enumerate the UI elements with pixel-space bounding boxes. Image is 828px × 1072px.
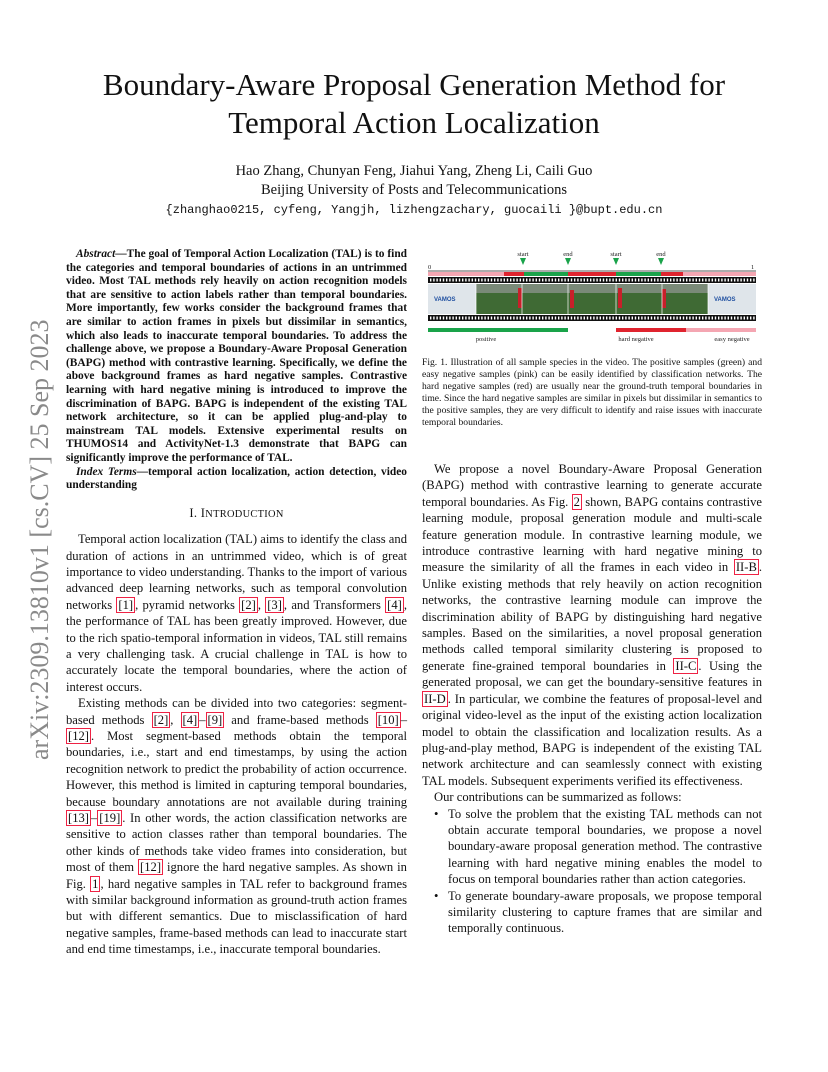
- film-perforation: [705, 279, 706, 282]
- film-perforation: [459, 317, 460, 320]
- film-perforation: [574, 317, 575, 320]
- film-perforation: [459, 279, 460, 282]
- left-column: [66, 248, 407, 958]
- film-perforation: [593, 279, 594, 282]
- film-strip-bottom: [428, 315, 756, 321]
- film-perforation: [619, 279, 620, 282]
- film-perforation: [484, 279, 485, 282]
- film-perforation: [737, 279, 738, 282]
- film-perforation: [446, 317, 447, 320]
- film-perforation: [628, 279, 629, 282]
- citation-link[interactable]: [2]: [241, 597, 256, 612]
- film-perforation: [584, 317, 585, 320]
- film-perforation: [635, 279, 636, 282]
- film-perforation: [740, 317, 741, 320]
- film-perforation: [510, 317, 511, 320]
- film-perforation: [577, 279, 578, 282]
- axis-end-label: 1: [751, 264, 755, 271]
- film-perforation: [587, 279, 588, 282]
- legend-bar-hard: [616, 328, 686, 332]
- film-perforation: [507, 279, 508, 282]
- film-perforation: [580, 317, 581, 320]
- film-perforation: [456, 279, 457, 282]
- film-perforation: [680, 279, 681, 282]
- citation-link[interactable]: [10]: [377, 712, 399, 727]
- film-perforation: [574, 279, 575, 282]
- film-perforation: [696, 279, 697, 282]
- film-perforation: [753, 317, 754, 320]
- film-perforation: [436, 279, 437, 282]
- film-perforation: [449, 279, 450, 282]
- figure-1: [422, 248, 762, 348]
- index-terms-label: Index Terms: [76, 465, 137, 478]
- film-perforation: [462, 279, 463, 282]
- legend-label-positive: positive: [475, 336, 497, 343]
- film-perforation: [449, 317, 450, 320]
- index-terms: [66, 466, 407, 493]
- film-perforation: [622, 279, 623, 282]
- authors: Hao Zhang, Chunyan Feng, Jiahui Yang, Zheng Li, Caili Guo: [235, 163, 593, 179]
- film-perforation: [526, 279, 527, 282]
- film-perforation: [462, 317, 463, 320]
- film-perforation: [587, 317, 588, 320]
- contribution-bullet-2: • To generate boundary-aware proposals, we propose temporal similarity clustering to capture frames that are similar and temporally continuous.: [422, 888, 762, 937]
- citation-link[interactable]: [12]: [68, 728, 89, 743]
- film-perforation: [446, 279, 447, 282]
- film-perforation: [561, 317, 562, 320]
- film-perforation: [609, 317, 610, 320]
- film-perforation: [683, 317, 684, 320]
- film-perforation: [638, 317, 639, 320]
- film-perforation: [558, 317, 559, 320]
- film-perforation: [545, 317, 546, 320]
- legend-label-hard: hard negative: [618, 336, 654, 343]
- film-perforation: [548, 317, 549, 320]
- film-perforation: [750, 279, 751, 282]
- film-perforation: [612, 279, 613, 282]
- film-perforation: [708, 317, 709, 320]
- film-perforation: [638, 279, 639, 282]
- film-perforation: [548, 279, 549, 282]
- film-perforation: [593, 317, 594, 320]
- film-perforation: [686, 317, 687, 320]
- film-perforation: [731, 317, 732, 320]
- film-perforation: [721, 317, 722, 320]
- film-perforation: [555, 317, 556, 320]
- sponsor-logo-left: VAMOS: [434, 297, 456, 303]
- film-perforation: [641, 279, 642, 282]
- film-perforation: [676, 317, 677, 320]
- film-perforation: [644, 317, 645, 320]
- film-perforation: [657, 317, 658, 320]
- film-perforation: [692, 317, 693, 320]
- figure-caption: Fig. 1. Illustration of all sample species in the video. The positive samples (green) and easy negative samples (pink) can be easily identified by classification networks. The hard negative samples (red) are usually near the ground-truth temporal boundaries in time. Since the hard negative samples are similar in pixels but dissimilar in semantics to the positive samples, they are very difficult to identify and raise issues with inaccurate temporal boundaries.: [422, 357, 762, 429]
- film-perforation: [507, 317, 508, 320]
- film-perforation: [475, 279, 476, 282]
- paper-title: [60, 66, 768, 142]
- film-perforation: [564, 279, 565, 282]
- film-perforation: [500, 279, 501, 282]
- film-perforation: [494, 317, 495, 320]
- film-perforation: [456, 317, 457, 320]
- video-frames: [428, 284, 756, 314]
- film-perforation: [600, 279, 601, 282]
- segment-hard: [661, 272, 683, 276]
- film-perforation: [622, 317, 623, 320]
- film-perforation: [673, 279, 674, 282]
- film-perforation: [532, 317, 533, 320]
- film-perforation: [555, 279, 556, 282]
- film-perforation: [440, 279, 441, 282]
- film-perforation: [731, 279, 732, 282]
- marker-label-start-1: start: [517, 251, 529, 258]
- marker-label-end-2: end: [656, 251, 666, 258]
- film-perforation: [513, 317, 514, 320]
- film-perforation: [488, 317, 489, 320]
- index-terms-text: —temporal action localization, action detection, video understanding: [66, 465, 407, 492]
- film-perforation: [740, 279, 741, 282]
- film-perforation: [670, 317, 671, 320]
- film-perforation: [708, 279, 709, 282]
- film-perforation: [526, 317, 527, 320]
- right-paragraph-1: We propose a novel Boundary-Aware Proposal Generation (BAPG) method with contrastive learning to generate accurate temporal boundaries. As Fig. 2 shown, BAPG contains contrastive learning module, proposal generation module and multi-scale feature generation module. In contrastive learning module, we introduce contrastive learning with hard negative mining to measure the similarity of all the frames in each video in II-B . Unlike existing methods that rely heavily on action recognition networks, the contrastive learning module can improve the discrimination ability of BAPG by distinguishing hard negative samples. Based on the similarities, a novel proposal generation methods called temporal similarity clustering is proposed to generate fine-grained temporal boundaries in II-C . Using the generated proposal, we can get the boundary-sensitive features in II-D . In particular, we combine the features of proposal-level and original video-level as the input of the existing action localization model to obtain the classification and localization results. As a plug-and-play method, BAPG is independent of the existing TAL network architecture and can seamlessly connect with existing TAL models. Subsequent experiments verified its effectiveness.: [422, 462, 762, 788]
- film-perforation: [635, 317, 636, 320]
- marker-label-start-2: start: [610, 251, 622, 258]
- film-perforation: [552, 317, 553, 320]
- title-line-2: Temporal Action Localization: [228, 105, 600, 140]
- film-perforation: [590, 279, 591, 282]
- film-perforation: [625, 317, 626, 320]
- film-perforation: [747, 279, 748, 282]
- film-perforation: [683, 279, 684, 282]
- film-perforation: [564, 317, 565, 320]
- film-perforation: [712, 317, 713, 320]
- film-perforation: [715, 279, 716, 282]
- marker-label-end-1: end: [563, 251, 573, 258]
- author-emails: {zhanghao0215, cyfeng, Yangjh, lizhengzachary, guocaili }@bupt.edu.cn: [165, 203, 663, 217]
- film-perforation: [478, 279, 479, 282]
- film-perforation: [542, 317, 543, 320]
- film-perforation: [702, 279, 703, 282]
- film-perforation: [433, 279, 434, 282]
- film-perforation: [532, 279, 533, 282]
- film-perforation: [568, 279, 569, 282]
- film-perforation: [648, 317, 649, 320]
- film-perforation: [536, 317, 537, 320]
- film-perforation: [545, 279, 546, 282]
- abstract-text: —The goal of Temporal Action Localization (TAL) is to find the categories and temporal boundaries of actions in an untrimmed video. Most TAL methods rely heavily on action recognition models that are sensitive to action labels rather than temporal boundaries. More importantly, few works consider the background frames that are similar to action frames in pixels but dissimilar in semantics, which also leads to inaccurate temporal boundaries. To address the challenge above, we propose a Boundary-Aware Proposal Generation (BAPG) method with contrastive learning. Specifically, we define the above background frames as hard negative samples. Contrastive learning with hard negative mining is introduced to improve the discrimination of BAPG. BAPG is independent of the existing TAL network architecture, so it can be applied plug-and-play to mainstream TAL models. Extensive experimental results on THUMOS14 and ActivityNet-1.3 demonstrate that BAPG can significantly improve the performance of TAL.: [66, 248, 407, 464]
- abstract-label: Abstract: [76, 248, 116, 260]
- film-perforation: [504, 317, 505, 320]
- film-perforation: [699, 317, 700, 320]
- citation-link[interactable]: [12]: [140, 860, 162, 875]
- axis-start-label: 0: [428, 264, 432, 271]
- film-perforation: [491, 317, 492, 320]
- film-perforation: [747, 317, 748, 320]
- film-perforation: [481, 279, 482, 282]
- film-perforation: [475, 317, 476, 320]
- film-perforation: [606, 317, 607, 320]
- film-perforation: [734, 317, 735, 320]
- film-perforation: [500, 317, 501, 320]
- film-perforation: [452, 317, 453, 320]
- film-perforation: [478, 317, 479, 320]
- film-perforation: [673, 317, 674, 320]
- film-perforation: [724, 279, 725, 282]
- film-perforation: [632, 279, 633, 282]
- citation-link[interactable]: [1]: [118, 597, 134, 612]
- right-column: [422, 461, 762, 937]
- film-perforation: [516, 317, 517, 320]
- film-perforation: [523, 279, 524, 282]
- film-perforation: [667, 317, 668, 320]
- film-perforation: [750, 317, 751, 320]
- film-perforation: [552, 279, 553, 282]
- citation-link[interactable]: [13]: [68, 811, 89, 825]
- film-perforation: [619, 317, 620, 320]
- film-perforation: [616, 317, 617, 320]
- film-perforation: [536, 279, 537, 282]
- film-perforation: [513, 279, 514, 282]
- film-perforation: [430, 317, 431, 320]
- legend-bar-positive: [428, 328, 568, 332]
- film-perforation: [529, 279, 530, 282]
- film-perforation: [632, 317, 633, 320]
- film-perforation: [443, 317, 444, 320]
- film-perforation: [443, 279, 444, 282]
- film-perforation: [504, 279, 505, 282]
- film-perforation: [571, 317, 572, 320]
- film-perforation: [520, 317, 521, 320]
- film-perforation: [660, 279, 661, 282]
- film-perforation: [603, 317, 604, 320]
- sponsor-logo-right: VAMOS: [714, 297, 736, 303]
- film-perforation: [692, 279, 693, 282]
- film-perforation: [430, 279, 431, 282]
- film-perforation: [436, 317, 437, 320]
- section-link[interactable]: II-B: [735, 560, 757, 575]
- legend-label-easy: easy negative: [714, 336, 750, 343]
- film-perforation: [580, 279, 581, 282]
- film-perforation: [568, 317, 569, 320]
- film-perforation: [657, 279, 658, 282]
- film-perforation: [510, 279, 511, 282]
- film-perforation: [472, 279, 473, 282]
- film-perforation: [648, 279, 649, 282]
- film-perforation: [497, 279, 498, 282]
- segment-hard: [568, 272, 616, 276]
- film-perforation: [686, 279, 687, 282]
- film-perforation: [596, 317, 597, 320]
- film-perforation: [468, 317, 469, 320]
- film-perforation: [497, 317, 498, 320]
- film-perforation: [664, 279, 665, 282]
- film-perforation: [651, 279, 652, 282]
- film-perforation: [440, 317, 441, 320]
- film-strip-top: [428, 277, 756, 283]
- film-perforation: [721, 279, 722, 282]
- film-perforation: [616, 279, 617, 282]
- affiliation: Beijing University of Posts and Telecommunications: [260, 182, 567, 198]
- film-perforation: [539, 317, 540, 320]
- abstract: [66, 248, 407, 466]
- film-perforation: [523, 317, 524, 320]
- segment-positive: [616, 272, 661, 276]
- film-perforation: [699, 279, 700, 282]
- film-perforation: [744, 279, 745, 282]
- citation-link[interactable]: [19]: [99, 811, 121, 825]
- film-perforation: [571, 279, 572, 282]
- film-perforation: [472, 317, 473, 320]
- film-perforation: [744, 317, 745, 320]
- film-perforation: [660, 317, 661, 320]
- figure-link[interactable]: 2: [573, 494, 580, 509]
- film-perforation: [676, 279, 677, 282]
- section-link[interactable]: II-C: [675, 658, 697, 673]
- citation-link[interactable]: [3]: [267, 597, 282, 612]
- film-perforation: [491, 279, 492, 282]
- film-perforation: [494, 279, 495, 282]
- segment-positive: [524, 272, 568, 276]
- film-perforation: [584, 279, 585, 282]
- film-perforation: [724, 317, 725, 320]
- film-perforation: [596, 279, 597, 282]
- film-perforation: [542, 279, 543, 282]
- boundary-markers: [517, 251, 666, 265]
- film-perforation: [667, 279, 668, 282]
- film-perforation: [753, 279, 754, 282]
- film-perforation: [433, 317, 434, 320]
- contribution-bullet-1: • To solve the problem that the existing TAL methods can not obtain accurate temporal boundaries, we propose a novel boundary-aware proposal generation method. The contrastive learning with hard negative mining enables the model to focus on temporal boundaries rather than action categories.: [422, 806, 762, 888]
- marker-triangle: [520, 258, 526, 265]
- segment-easy: [683, 272, 756, 276]
- film-perforation: [689, 317, 690, 320]
- film-perforation: [577, 317, 578, 320]
- film-perforation: [664, 317, 665, 320]
- section-link[interactable]: II-D: [424, 691, 446, 706]
- marker-triangle: [613, 258, 619, 265]
- film-perforation: [696, 317, 697, 320]
- film-perforation: [606, 279, 607, 282]
- right-paragraph-2: Our contributions can be summarized as follows:: [434, 790, 682, 805]
- film-perforation: [705, 317, 706, 320]
- film-perforation: [590, 317, 591, 320]
- film-perforation: [465, 279, 466, 282]
- film-perforation: [654, 317, 655, 320]
- intro-paragraph-2: Existing methods can be divided into two categories: segment-based methods [2] , [4] – [9] and frame-based methods [10] –[12] . Most segment-based methods obtain the temporal boundaries, i.e., start and end timestamps, by using the action recognition network to predict the probability of action occurrence. However, this method is limited in capturing temporal boundaries, because boundary annotations are not available during training [13] – [19] . In other words, the action classification networks are sensitive to action classes rather than temporal boundaries. The other kinds of methods take video frames into consideration, but most of them [12] ignore the hard negative samples. As shown in Fig. 1 , hard negative samples in TAL refer to background frames with similar background information as ground-truth action frames but with different semantics. Due to misclassification of hard negative samples, frame-based methods can lead to inaccurate start and end time timestamps, i.e., inaccurate temporal boundaries.: [66, 696, 408, 957]
- film-perforation: [689, 279, 690, 282]
- film-perforation: [520, 279, 521, 282]
- film-perforation: [600, 317, 601, 320]
- film-perforation: [558, 279, 559, 282]
- film-perforation: [488, 279, 489, 282]
- film-perforation: [516, 279, 517, 282]
- citation-link[interactable]: [4]: [387, 597, 402, 612]
- film-perforation: [609, 279, 610, 282]
- film-perforation: [715, 317, 716, 320]
- segment-easy: [428, 272, 504, 276]
- film-perforation: [712, 279, 713, 282]
- film-perforation: [651, 317, 652, 320]
- arxiv-identifier: arXiv:2309.13810v1 [cs.CV] 25 Sep 2023: [25, 319, 54, 760]
- citation-link[interactable]: [2]: [153, 712, 169, 727]
- film-perforation: [734, 279, 735, 282]
- film-perforation: [670, 279, 671, 282]
- citation-link[interactable]: [4]: [182, 712, 198, 727]
- film-perforation: [603, 279, 604, 282]
- film-perforation: [628, 317, 629, 320]
- marker-triangle: [565, 258, 571, 265]
- film-perforation: [465, 317, 466, 320]
- film-perforation: [612, 317, 613, 320]
- film-perforation: [728, 317, 729, 320]
- film-perforation: [481, 317, 482, 320]
- title-line-1: Boundary-Aware Proposal Generation Method for: [102, 67, 726, 102]
- citation-link[interactable]: [9]: [207, 712, 223, 727]
- film-perforation: [529, 317, 530, 320]
- film-perforation: [702, 317, 703, 320]
- intro-paragraph-1: Temporal action localization (TAL) aims to identify the class and duration of actions in an untrimmed video, which is of great importance to video understanding. Thanks to the import of various advanced deep learning networks, such as temporal convolution networks [1] , pyramid networks [2] , [3] , and Transformers [4] , the performance of TAL has been greatly improved. However, due to the rich spatio-temporal information in videos, TAL still remains a very challenging task. A crucial challenge in TAL is how to accurately locate the temporal boundaries, where the action of interest occurs.: [66, 532, 408, 694]
- film-perforation: [644, 279, 645, 282]
- legend-bar-easy: [686, 328, 756, 332]
- film-perforation: [680, 317, 681, 320]
- figure-link[interactable]: 1: [92, 876, 99, 891]
- film-perforation: [728, 279, 729, 282]
- film-perforation: [539, 279, 540, 282]
- film-perforation: [718, 279, 719, 282]
- film-perforation: [452, 279, 453, 282]
- film-perforation: [654, 279, 655, 282]
- marker-triangle: [658, 258, 664, 265]
- film-perforation: [718, 317, 719, 320]
- film-perforation: [468, 279, 469, 282]
- segment-hard: [504, 272, 524, 276]
- section-heading-introduction: I. INTRODUCTION: [189, 505, 284, 520]
- film-perforation: [561, 279, 562, 282]
- film-perforation: [737, 317, 738, 320]
- film-perforation: [641, 317, 642, 320]
- film-perforation: [625, 279, 626, 282]
- film-perforation: [484, 317, 485, 320]
